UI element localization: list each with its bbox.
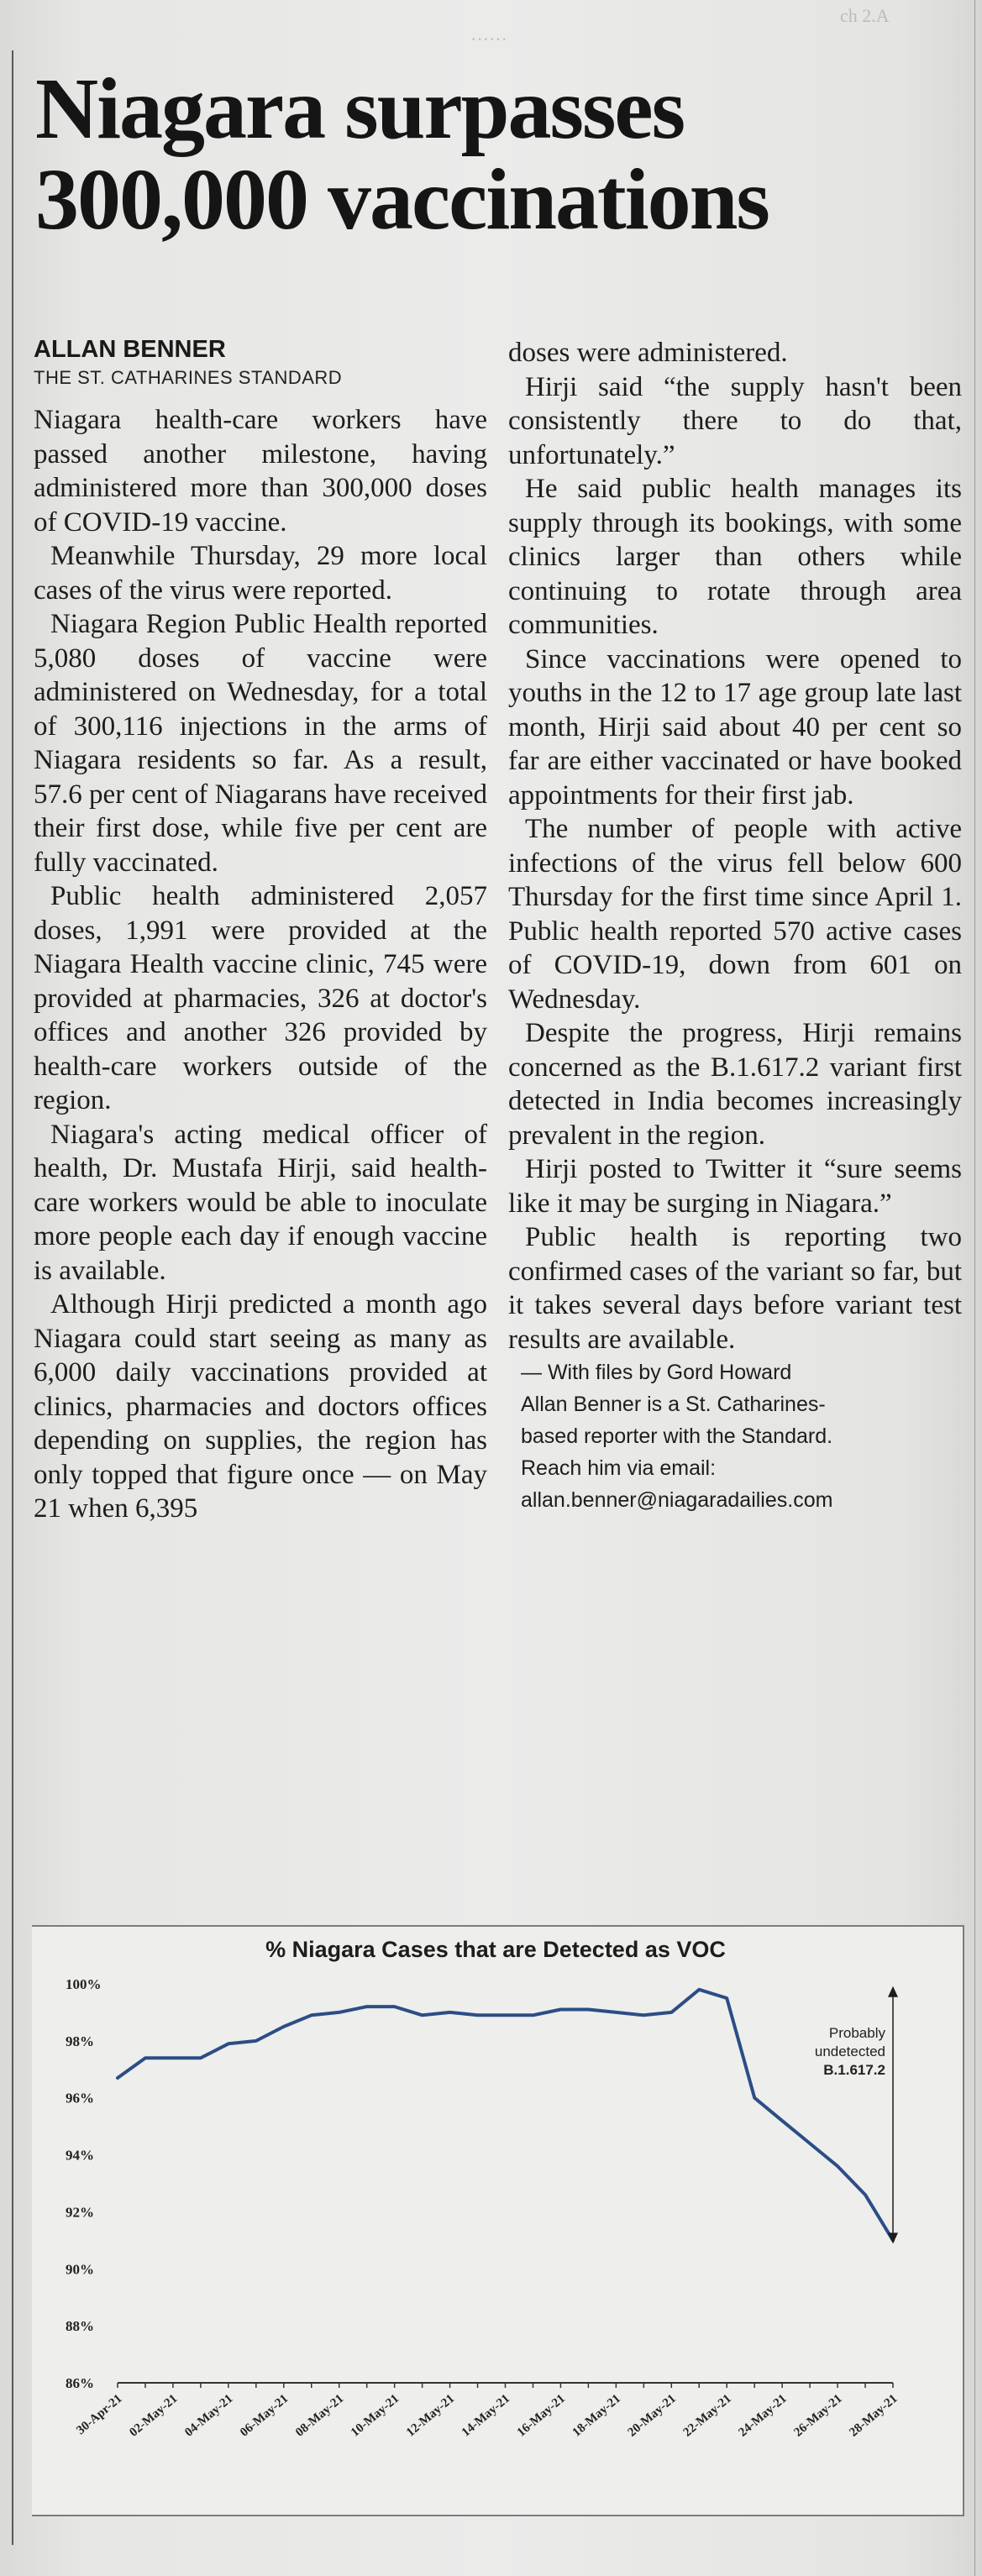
- y-tick-label: 86%: [66, 2375, 94, 2391]
- paragraph: Hirji posted to Twitter it “sure seems like it may be surging in Niagara.”: [508, 1154, 962, 1219]
- paragraph: Public health administered 2,057 doses, 1,991 were provided at the Niagara Health vaccine clinic, 745 were provided at pharmacies, 326 at doctor's offices and another 326 provided by health-care workers outside of the region.: [34, 881, 487, 1115]
- y-tick-label: 94%: [66, 2147, 94, 2164]
- x-tick-label: 30-Apr-21: [74, 2391, 125, 2438]
- paragraph: Despite the progress, Hirji remains concerned as the B.1.617.2 variant first detected in India becomes increasingly prevalent in the region.: [508, 1018, 962, 1151]
- x-tick-label: 28-May-21: [847, 2391, 901, 2440]
- series-line: [118, 1990, 893, 2241]
- y-tick-label: 96%: [66, 2090, 94, 2106]
- paragraph: Niagara Region Public Health reported 5,080 doses of vaccine were administered on Wednesday, for a total of 300,116 injections in the arms of Niagara residents so far. As a result, 57.6 per cent of Niagarans have received their first dose, while five per cent are fully vaccinated.: [34, 609, 487, 878]
- y-tick-label: 100%: [66, 1976, 102, 1992]
- y-tick-label: 88%: [66, 2318, 94, 2335]
- x-tick-label: 14-May-21: [459, 2391, 513, 2440]
- paragraph: Although Hirji predicted a month ago Niagara could start seeing as many as 6,000 daily vaccinations provided at clinics, pharmacies and doctors offices depending on supplies, the region has only topped that figure once — on May 21 when 6,395: [34, 1289, 487, 1524]
- x-tick-label: 22-May-21: [680, 2391, 734, 2440]
- credit-bio-line: based reporter with the Standard.: [521, 1424, 833, 1448]
- paragraph: Public health is reporting two confirmed cases of the variant so far, but it takes several days before variant test results are available.: [508, 1222, 962, 1355]
- x-tick-label: 20-May-21: [625, 2391, 679, 2440]
- y-tick-label: 90%: [66, 2261, 94, 2278]
- x-tick-label: 12-May-21: [403, 2391, 458, 2440]
- annotation-line: Probably: [828, 2025, 885, 2041]
- author-email: allan.benner@niagaradailies.com: [521, 1488, 833, 1512]
- x-tick-label: 08-May-21: [293, 2391, 347, 2440]
- y-tick-label: 92%: [66, 2204, 94, 2221]
- arrow-head-up: [888, 1986, 898, 1997]
- x-tick-label: 16-May-21: [514, 2391, 568, 2440]
- paragraph: Meanwhile Thursday, 29 more local cases of the virus were reported.: [34, 541, 487, 606]
- x-tick-label: 26-May-21: [791, 2391, 845, 2440]
- annotation-line: B.1.617.2: [823, 2062, 885, 2078]
- x-tick-label: 04-May-21: [182, 2391, 236, 2440]
- paragraph: Niagara health-care workers have passed another milestone, having administered more than 300,000 doses of COVID-19 vaccine.: [34, 405, 487, 538]
- x-tick-label: 02-May-21: [127, 2391, 181, 2440]
- headline-line-2: 300,000 vaccinations: [35, 151, 769, 248]
- byline-organization: THE ST. CATHARINES STANDARD: [34, 367, 343, 388]
- paragraph: doses were administered.: [508, 338, 788, 368]
- y-tick-label: 98%: [66, 2033, 94, 2049]
- x-tick-label: 24-May-21: [736, 2391, 790, 2440]
- x-tick-label: 18-May-21: [570, 2391, 623, 2440]
- paragraph: Hirji said “the supply hasn't been consistently there to do that, unfortunately.”: [508, 371, 962, 470]
- paragraph: He said public health manages its supply through its bookings, with some clinics larger than others while continuing to rotate through area communities.: [508, 474, 962, 640]
- paragraph: Since vaccinations were opened to youths in the 12 to 17 age group late last month, Hirji said about 40 per cent so far are either vaccinated or have booked appointments for their first jab.: [508, 643, 962, 811]
- bleed-through-text: ch 2.A ······: [470, 5, 890, 50]
- chart-title: % Niagara Cases that are Detected as VOC: [265, 1937, 726, 1962]
- credit-files: — With files by Gord Howard: [521, 1361, 792, 1384]
- arrow-head-down: [888, 2232, 898, 2243]
- x-tick-label: 10-May-21: [348, 2391, 402, 2440]
- paragraph: The number of people with active infections of the virus fell below 600 Thursday for the first time since April 1. Public health reported 570 active cases of COVID-19, down from 601 on Wednesday.: [508, 814, 962, 1015]
- byline-author: ALLAN BENNER: [34, 336, 226, 363]
- headline-line-1: Niagara surpasses: [35, 60, 685, 157]
- x-tick-label: 06-May-21: [238, 2391, 291, 2440]
- paragraph: Niagara's acting medical officer of health, Dr. Mustafa Hirji, said health-care workers would be able to inoculate more people each day if enough vaccine is available.: [34, 1119, 487, 1286]
- credit-bio-line: Allan Benner is a St. Catharines-: [521, 1393, 826, 1416]
- annotation-line: undetected: [814, 2043, 885, 2059]
- credit-bio-line: Reach him via email:: [521, 1456, 717, 1480]
